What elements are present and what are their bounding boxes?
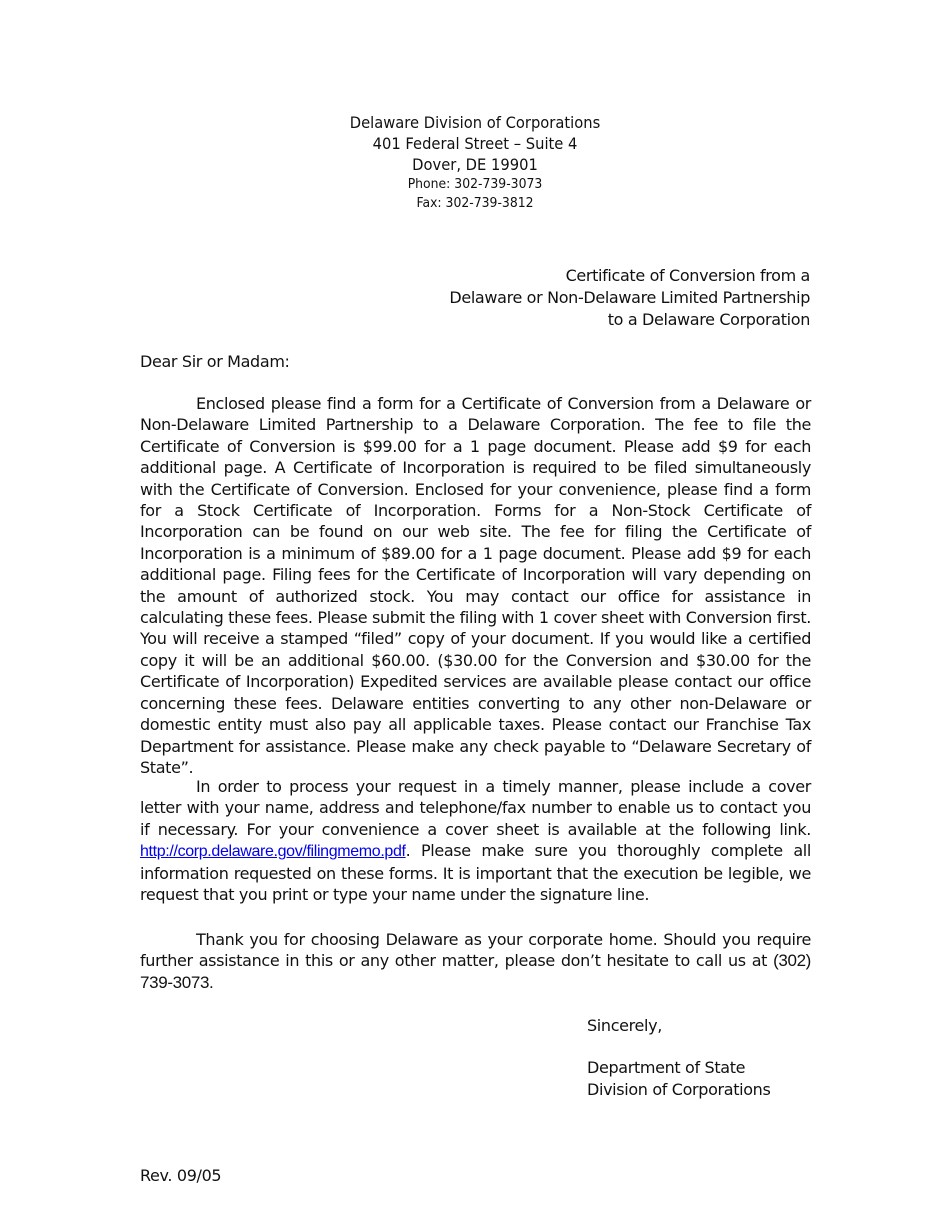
- letterhead-org: Delaware Division of Corporations: [349, 113, 601, 132]
- contact-phone: (302) 739-3073.: [140, 951, 811, 992]
- letterhead-street: 401 Federal Street – Suite 4: [372, 134, 578, 153]
- cover-letter-text: In order to process your request in a timely manner, please include a cover letter with your name, address and telephone/fax number to enable us to contact you if necessary. For your convenience a cover sheet is available at the following link.: [140, 777, 811, 839]
- subject-line-3: to a Delaware Corporation: [607, 310, 810, 329]
- thanks-text: Thank you for choosing Delaware as your corporate home. Should you require further assistance in this or any other matter, please don’t hesitate to call us at: [140, 930, 811, 971]
- subject-line-1: Certificate of Conversion from a: [565, 266, 810, 285]
- revision-label: Rev. 09/05: [140, 1166, 222, 1185]
- signature-block: [587, 1057, 770, 1100]
- signature-line-1: Department of State: [587, 1058, 746, 1077]
- cover-letter-text-continued: . Please make sure you thoroughly complete all information requested on these forms. It is important that the execution be legible, we request that you print or type your name under the signature line.: [140, 841, 811, 905]
- body-paragraph-cover-letter: [140, 776, 811, 905]
- subject-line-2: Delaware or Non-Delaware Limited Partnership: [449, 288, 810, 307]
- filing-memo-link[interactable]: http://corp.delaware.gov/filingmemo.pdf: [140, 843, 406, 861]
- letterhead: [38, 112, 912, 212]
- salutation: Dear Sir or Madam:: [140, 352, 290, 371]
- subject-heading: [310, 265, 810, 331]
- letterhead-fax: Fax: 302-739-3812: [416, 194, 534, 211]
- letterhead-phone: Phone: 302-739-3073: [407, 176, 543, 192]
- signature-line-2: Division of Corporations: [587, 1079, 771, 1099]
- letterhead-city: Dover, DE 19901: [412, 155, 538, 174]
- body-paragraph-thanks: [140, 929, 811, 993]
- body-paragraph-fees: Enclosed please find a form for a Certificate of Conversion from a Delaware or Non-Delaware Limited Partnership to a Delaware Corporation. The fee to file the Certificate of Conversion is $99.00 for a 1 page document. Please add $9 for each additional page. A Certificate of Incorporation is required to be filed simultaneously with the Certificate of Conversion. Enclosed for your convenience, please find a form for a Stock Certificate of Incorporation. Forms for a Non-Stock Certificate of Incorporation can be found on our web site. The fee for filing the Certificate of Incorporation is a minimum of $89.00 for a 1 page document. Please add $9 for each additional page. Filing fees for the Certificate of Incorporation will vary depending on the amount of authorized stock. You may contact our office for assistance in calculating these fees. Please submit the filing with 1 cover sheet with Conversion first. You will receive a stamped “filed” copy of your document. If you would like a certified copy it will be an additional $60.00. ($30.00 for the Conversion and $30.00 for the Certificate of Incorporation) Expedited services are available please contact our office concerning these fees. Delaware entities converting to any other non-Delaware or domestic entity must also pay all applicable taxes. Please contact our Franchise Tax Department for assistance. Please make any check payable to “Delaware Secretary of State”.: [140, 394, 811, 777]
- closing: Sincerely,: [587, 1016, 662, 1035]
